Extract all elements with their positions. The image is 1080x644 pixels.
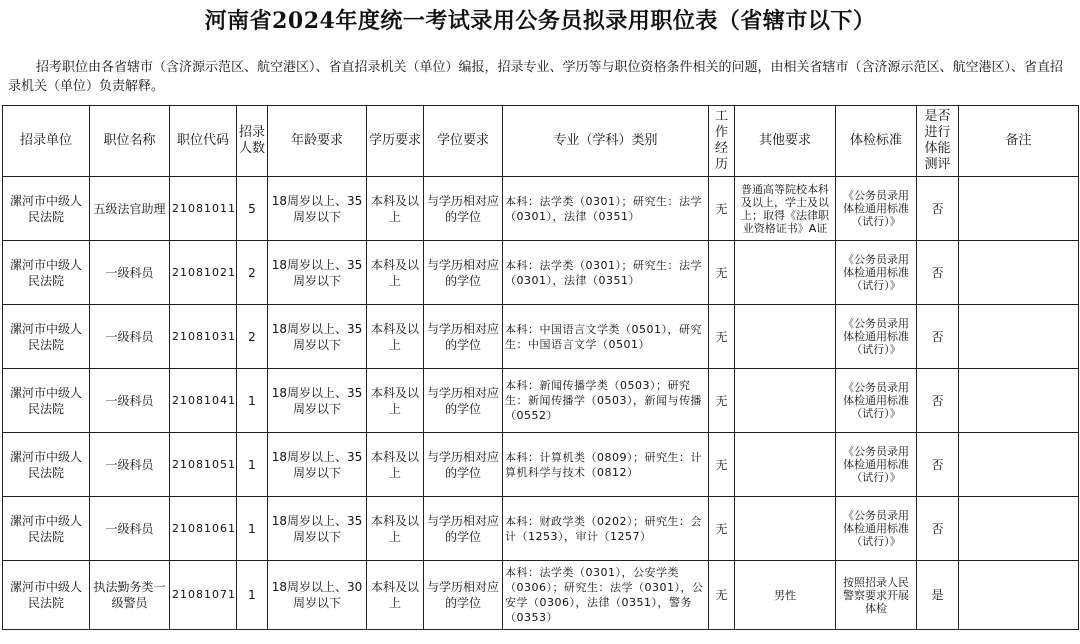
cell-degree: 与学历相对应的学位	[424, 433, 503, 497]
cell-count: 2	[237, 241, 268, 305]
header-work: 工作经历	[709, 106, 735, 177]
cell-degree: 与学历相对应的学位	[424, 177, 503, 241]
cell-degree: 与学历相对应的学位	[424, 497, 503, 561]
cell-code: 21081041	[170, 369, 237, 433]
cell-education: 本科及以上	[367, 497, 424, 561]
cell-remark	[959, 369, 1079, 433]
header-code: 职位代码	[170, 106, 237, 177]
cell-unit: 漯河市中级人民法院	[3, 177, 90, 241]
table-row	[3, 305, 1079, 369]
cell-major: 本科：新闻传播学类（0503）；研究生：新闻传播学（0503），新闻与传播（0552）	[503, 369, 709, 433]
cell-education: 本科及以上	[367, 241, 424, 305]
table-header-row	[3, 106, 1079, 177]
cell-count: 1	[237, 561, 268, 630]
cell-degree: 与学历相对应的学位	[424, 561, 503, 630]
cell-major: 本科：法学类（0301），公安学类（0306）；研究生：法学（0301），公安学（0306），法律（0351），警务（0353）	[503, 561, 709, 630]
header-physical: 体检标准	[836, 106, 917, 177]
cell-education: 本科及以上	[367, 177, 424, 241]
cell-physical: 《公务员录用体检通用标准（试行）》	[836, 241, 917, 305]
table-row	[3, 561, 1079, 630]
cell-physical: 《公务员录用体检通用标准（试行）》	[836, 177, 917, 241]
cell-work: 无	[709, 497, 735, 561]
header-unit: 招录单位	[3, 106, 90, 177]
cell-major: 本科：法学类（0301）；研究生：法学（0301），法律（0351）	[503, 241, 709, 305]
cell-count: 1	[237, 497, 268, 561]
cell-unit: 漯河市中级人民法院	[3, 497, 90, 561]
table-row	[3, 497, 1079, 561]
cell-code: 21081071	[170, 561, 237, 630]
cell-age: 18周岁以上、35周岁以下	[268, 497, 367, 561]
cell-work: 无	[709, 561, 735, 630]
cell-position: 一级科员	[90, 369, 170, 433]
cell-position: 一级科员	[90, 305, 170, 369]
table-row	[3, 369, 1079, 433]
table-row	[3, 241, 1079, 305]
header-position: 职位名称	[90, 106, 170, 177]
cell-other	[735, 305, 836, 369]
header-major: 专业（学科）类别	[503, 106, 709, 177]
cell-code: 21081061	[170, 497, 237, 561]
cell-degree: 与学历相对应的学位	[424, 369, 503, 433]
cell-code: 21081031	[170, 305, 237, 369]
cell-education: 本科及以上	[367, 369, 424, 433]
cell-other	[735, 241, 836, 305]
cell-education: 本科及以上	[367, 561, 424, 630]
cell-code: 21081011	[170, 177, 237, 241]
cell-count: 2	[237, 305, 268, 369]
table-row	[3, 177, 1079, 241]
cell-fitness: 否	[917, 241, 959, 305]
table-row	[3, 433, 1079, 497]
cell-major: 本科：中国语言文学类（0501），研究生：中国语言文学（0501）	[503, 305, 709, 369]
cell-fitness: 否	[917, 497, 959, 561]
cell-unit: 漯河市中级人民法院	[3, 241, 90, 305]
cell-work: 无	[709, 433, 735, 497]
header-degree: 学位要求	[424, 106, 503, 177]
cell-code: 21081051	[170, 433, 237, 497]
cell-fitness: 否	[917, 177, 959, 241]
cell-work: 无	[709, 305, 735, 369]
cell-work: 无	[709, 369, 735, 433]
cell-fitness: 否	[917, 369, 959, 433]
cell-position: 五级法官助理	[90, 177, 170, 241]
cell-remark	[959, 497, 1079, 561]
cell-education: 本科及以上	[367, 433, 424, 497]
positions-table	[2, 105, 1079, 630]
header-remark: 备注	[959, 106, 1079, 177]
cell-major: 本科：财政学类（0202）；研究生：会计（1253），审计（1257）	[503, 497, 709, 561]
cell-age: 18周岁以上、35周岁以下	[268, 241, 367, 305]
cell-major: 本科：计算机类（0809）；研究生：计算机科学与技术（0812）	[503, 433, 709, 497]
cell-code: 21081021	[170, 241, 237, 305]
cell-fitness: 是	[917, 561, 959, 630]
cell-education: 本科及以上	[367, 305, 424, 369]
cell-fitness: 否	[917, 305, 959, 369]
page-title: 河南省2024年度统一考试录用公务员拟录用职位表（省辖市以下）	[204, 8, 876, 34]
cell-physical: 《公务员录用体检通用标准（试行）》	[836, 369, 917, 433]
cell-degree: 与学历相对应的学位	[424, 241, 503, 305]
cell-physical: 《公务员录用体检通用标准（试行）》	[836, 497, 917, 561]
cell-degree: 与学历相对应的学位	[424, 305, 503, 369]
cell-other: 男性	[735, 561, 836, 630]
header-count: 招录人数	[237, 106, 268, 177]
cell-other: 普通高等院校本科及以上，学士及以上；取得《法律职业资格证书》A证	[735, 177, 836, 241]
cell-physical: 《公务员录用体检通用标准（试行）》	[836, 305, 917, 369]
cell-count: 5	[237, 177, 268, 241]
cell-age: 18周岁以上、30周岁以下	[268, 561, 367, 630]
cell-position: 一级科员	[90, 497, 170, 561]
cell-count: 1	[237, 369, 268, 433]
cell-remark	[959, 433, 1079, 497]
cell-age: 18周岁以上、35周岁以下	[268, 433, 367, 497]
header-other: 其他要求	[735, 106, 836, 177]
cell-count: 1	[237, 433, 268, 497]
cell-remark	[959, 241, 1079, 305]
cell-remark	[959, 177, 1079, 241]
cell-unit: 漯河市中级人民法院	[3, 369, 90, 433]
cell-position: 一级科员	[90, 433, 170, 497]
cell-other	[735, 369, 836, 433]
cell-unit: 漯河市中级人民法院	[3, 305, 90, 369]
cell-position: 一级科员	[90, 241, 170, 305]
cell-work: 无	[709, 241, 735, 305]
cell-physical: 按照招录人民警察要求开展体检	[836, 561, 917, 630]
header-fitness: 是否进行体能测评	[917, 106, 959, 177]
header-age: 年龄要求	[268, 106, 367, 177]
cell-physical: 《公务员录用体检通用标准（试行）》	[836, 433, 917, 497]
cell-age: 18周岁以上、35周岁以下	[268, 177, 367, 241]
cell-other	[735, 497, 836, 561]
cell-remark	[959, 305, 1079, 369]
cell-unit: 漯河市中级人民法院	[3, 433, 90, 497]
cell-remark	[959, 561, 1079, 630]
header-education: 学历要求	[367, 106, 424, 177]
cell-unit: 漯河市中级人民法院	[3, 561, 90, 630]
cell-other	[735, 433, 836, 497]
cell-fitness: 否	[917, 433, 959, 497]
cell-age: 18周岁以上、35周岁以下	[268, 305, 367, 369]
cell-position: 执法勤务类一级警员	[90, 561, 170, 630]
intro-note: 招考职位由各省辖市（含济源示范区、航空港区）、省直招录机关（单位）编报，招录专业、学历等与职位资格条件相关的问题，由相关省辖市（含济源示范区、航空港区）、省直招录机关（单位）负责解释。	[8, 60, 1064, 94]
cell-work: 无	[709, 177, 735, 241]
cell-major: 本科：法学类（0301）；研究生：法学（0301），法律（0351）	[503, 177, 709, 241]
cell-age: 18周岁以上、35周岁以下	[268, 369, 367, 433]
